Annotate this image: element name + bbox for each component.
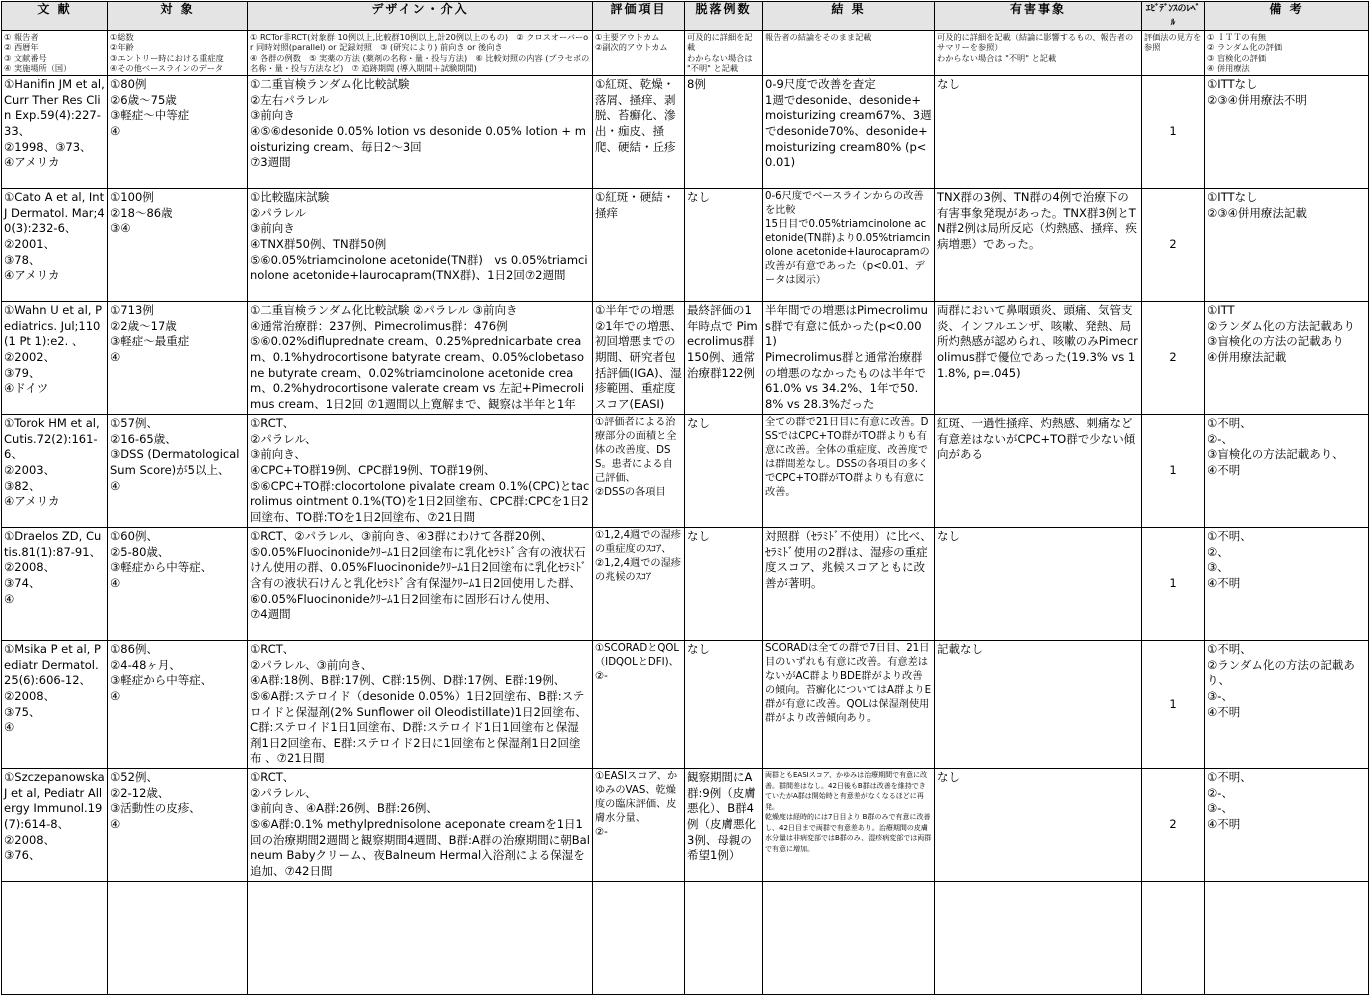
cell-line: ③④ xyxy=(110,221,131,236)
cell-line: ③-、 xyxy=(1207,688,1233,703)
cell-line: ②③④併用療法記載 xyxy=(1207,205,1307,220)
cell-line: ①不明、 xyxy=(1207,770,1252,784)
cell-line: ④ xyxy=(110,349,121,364)
legend-line: 可及的に詳細を記載（結論に影響するもの、報告者のサマリーを参照） xyxy=(937,32,1134,53)
cell-line: ③82、 xyxy=(4,478,41,493)
cell-line: ④ xyxy=(4,720,15,735)
cell-line: ①不明、 xyxy=(1207,529,1252,543)
cell-line: ①Wahn U et al, Pediatrics. Jul;110(1 Pt 1):e2. 、 xyxy=(4,303,103,349)
cell-line: ③盲検化の方法の記載あり xyxy=(1207,334,1344,349)
cell-line: ⑤⑥CPC+TO群:clocortolone pivalate cream 0.1%(CPC)とtacrolimus ointment 0.1%(TO)を1日2回塗布、CPC群:CPCを1日2回塗布、TO群:TOを1日2回塗布、⑦21日間 xyxy=(250,478,590,524)
cell-line: ④不明 xyxy=(1207,816,1241,831)
cell-result xyxy=(763,415,935,528)
cell-line: ④ xyxy=(110,688,121,703)
cell-line: ②2008、 xyxy=(4,832,56,847)
legend-line: ④ 実施場所（国） xyxy=(4,63,72,74)
cell-line: なし xyxy=(937,770,960,784)
cell-ref xyxy=(2,641,108,769)
col-legend xyxy=(108,31,248,76)
cell-design xyxy=(248,76,593,189)
cell-line: 対照群（ｾﾗﾐﾄﾞ不使用）に比べ、ｾﾗﾐﾄﾞ使用の2群は、湿疹の重症度スコア、兆候スコアともに改善が著明。 xyxy=(765,529,932,590)
cell-line: ①RCT、 xyxy=(250,416,295,430)
cell-line: 乾燥度は経時的には7日目より B群のみで有意に改善し、42日目まで両群で有意差あり。治療期間の皮膚水分量は非病変部ではB群のみ、湿疹病変部では両群で有意に増加。 xyxy=(765,813,932,853)
cell-line: ②ランダム化の方法記載あり xyxy=(1207,318,1355,333)
cell-result xyxy=(763,769,935,882)
cell-line: ⑤⑥0.05%triamcinolone acetonide(TN群) vs 0.05%triamcinolone acetonide+laurocapram(TNX群)、1日2回⑦2週間 xyxy=(250,252,588,283)
cell-line: ②- xyxy=(595,671,608,683)
cell-result xyxy=(763,528,935,641)
cell-outcome xyxy=(593,769,685,882)
legend-line: ①総数 xyxy=(110,32,134,42)
cell-line: ①Cato A et al, Int J Dermatol. Mar;40(3):232-6、 xyxy=(4,190,105,236)
cell-line: ②2008、 xyxy=(4,560,56,575)
empty-cell xyxy=(763,882,935,995)
empty-cell xyxy=(1205,882,1369,995)
cell-outcome xyxy=(593,415,685,528)
cell-line: ⑥0.05%Fluocinonideｸﾘｰﾑ1日2回塗布に固形石けん使用、 xyxy=(250,591,557,606)
col-title: 対 象 xyxy=(108,2,248,31)
empty-row xyxy=(2,882,1369,995)
cell-line: ①57例、 xyxy=(110,416,158,430)
cell-line: ③前向き、④A群:26例、B群:26例、 xyxy=(250,801,438,816)
cell-dropout xyxy=(685,641,763,769)
cell-line: ⑦3週間 xyxy=(250,155,291,170)
cell-line: ③軽症から中等症、 xyxy=(110,560,213,575)
cell-line: ②、 xyxy=(1207,544,1229,559)
cell-design xyxy=(248,528,593,641)
cell-outcome xyxy=(593,641,685,769)
cell-line: ④アメリカ xyxy=(4,155,60,170)
cell-result xyxy=(763,189,935,302)
cell-line: ①不明、 xyxy=(1207,416,1252,430)
legend-line: ④ 併用療法 xyxy=(1207,63,1250,74)
legend-line: ②副次的アウトカム xyxy=(595,42,668,53)
cell-line: ⑤⑥A群:ステロイド（desonide 0.05%）1日2回塗布、B群:ステロイドと保湿剤(2% Sunflower oil Oleodistillate)1日2回塗布、C群:ステロイド1日1回塗布、D群:ステロイド1日1回塗布と保湿剤1日2回塗布、E群:ステロイド2日に1回塗布と保湿剤1日2回塗布 、⑦21日間 xyxy=(250,688,587,766)
legend-line: ① ＩＴＴの有無 xyxy=(1207,32,1267,42)
cell-line: 最終評価の1年時点で Pimecrolimus群150例、通常治療群122例 xyxy=(687,303,758,380)
cell-line: なし xyxy=(687,642,710,656)
cell-line: ④TNX群50例、TN群50例 xyxy=(250,236,387,251)
cell-adverse xyxy=(935,415,1142,528)
cell-line: なし xyxy=(687,529,710,543)
cell-line: ①ITTなし xyxy=(1207,190,1258,204)
cell-level: 2 xyxy=(1142,302,1205,415)
cell-line: ①EASIスコア、かゆみのVAS、乾燥度の臨床評価、皮膚水分量、 xyxy=(595,771,678,825)
legend-line: わからない場合は "不明" と記載 xyxy=(937,52,1057,63)
cell-line: ③75、 xyxy=(4,704,41,719)
cell-line: ④通常治療群：237例、Pimecrolimus群：476例 xyxy=(250,318,508,333)
cell-line: ④併用療法記載 xyxy=(1207,349,1287,364)
cell-line: ②③④併用療法不明 xyxy=(1207,92,1307,107)
cell-line: ①Msika P et al, Pediatr Dermatol.25(6):606-12、 xyxy=(4,642,101,688)
cell-outcome xyxy=(593,189,685,302)
cell-level: 1 xyxy=(1142,528,1205,641)
cell-adverse xyxy=(935,769,1142,882)
cell-design xyxy=(248,769,593,882)
cell-line: ④ xyxy=(110,123,121,138)
cell-line: ②2008、 xyxy=(4,688,56,703)
cell-line: ⑤⑥0.02%difluprednate cream、0.25%prednicarbate cream、0.1%hydrocortisone batyrate cream、0.05%clobetasone butyrate cream、0.02%triamcinolone acetonide cream、0.2%hydrocortisone valerate cream vs 左記+Pimecrolimus cream、1日2回 ⑦1週間以上寛解まで、観察は半年と1年 xyxy=(250,334,585,411)
table-row xyxy=(2,528,1369,641)
cell-subjects xyxy=(108,76,248,189)
cell-line: ④ xyxy=(4,591,15,606)
cell-line: ②4-48ヶ月、 xyxy=(110,657,181,672)
empty-cell xyxy=(593,882,685,995)
col-title: 有害事象 xyxy=(935,2,1142,31)
cell-ref xyxy=(2,189,108,302)
cell-line: 0-9尺度で改善を査定 xyxy=(765,77,876,91)
cell-ref xyxy=(2,302,108,415)
cell-line: ①不明、 xyxy=(1207,642,1252,656)
cell-line: ③DSS (Dermatological Sum Score)が5以上、 xyxy=(110,447,240,477)
cell-line: ⑤⑥A群:0.1% methylprednisolone aceponate creamを1日1回の治療期間2週間と観察期間4週間、B群:A群の治療期間に朝Balneum Babyクリーム、夜Balneum Hermal入浴剤による保湿を追加、⑦42日間 xyxy=(250,816,590,878)
cell-level: 1 xyxy=(1142,76,1205,189)
cell-line: ④⑤⑥desonide 0.05% lotion vs desonide 0.05% lotion + moisturizing cream、毎日2〜3回 xyxy=(250,123,586,154)
col-legend xyxy=(763,31,935,76)
cell-line: ③前向き、 xyxy=(250,447,306,462)
col-title: ｴﾋﾞﾃﾞﾝｽのﾚﾍﾞﾙ xyxy=(1142,2,1205,31)
table-row xyxy=(2,302,1369,415)
col-title: 脱落例数 xyxy=(685,2,763,31)
cell-subjects xyxy=(108,769,248,882)
cell-notes xyxy=(1205,415,1369,528)
cell-line: ④不明 xyxy=(1207,575,1241,590)
cell-ref xyxy=(2,76,108,189)
empty-cell xyxy=(248,882,593,995)
cell-line: ②6歳〜75歳 xyxy=(110,92,177,107)
cell-line: ③74、 xyxy=(4,575,41,590)
col-legend xyxy=(2,31,108,76)
cell-result xyxy=(763,76,935,189)
cell-line: ①713例 xyxy=(110,303,154,317)
header-title-row xyxy=(2,2,1369,31)
cell-line: なし xyxy=(937,77,960,91)
cell-line: ③軽症から中等症、 xyxy=(110,673,213,688)
cell-line: なし xyxy=(687,190,710,204)
cell-line: ④A群:18例、B群:17例、C群:15例、D群:17例、E群:19例、 xyxy=(250,673,566,688)
cell-line: ④不明 xyxy=(1207,462,1241,477)
cell-line: ①Draelos ZD, Cutis.81(1):87-91、 xyxy=(4,529,102,559)
cell-line: SCORADは全ての群で7日目、21日目のいずれも有意に改善。有意差はないがAC群よりBDE群がより改善の傾向。苔癬化についてはA群よりE群が有意に改善。QOLは保湿剤使用群がより改善傾向あり。 xyxy=(765,643,932,725)
cell-line: ①比較臨床試験 xyxy=(250,190,330,204)
cell-outcome xyxy=(593,302,685,415)
cell-line: ②左右パラレル xyxy=(250,92,330,107)
cell-line: ④ xyxy=(110,575,121,590)
cell-line: ①Hanifin JM et al, Curr Ther Res Clin Exp.59(4):227-33、 xyxy=(4,77,105,138)
col-legend xyxy=(1205,31,1369,76)
cell-line: ①評価者による治療部分の面積と全体の改善度、DSS。患者による自己評価、 xyxy=(595,417,677,485)
legend-line: 評価法の見方を参照 xyxy=(1144,32,1202,53)
cell-line: ②パラレル xyxy=(250,205,307,220)
table-row xyxy=(2,189,1369,302)
cell-subjects xyxy=(108,641,248,769)
col-title: デザイン・介入 xyxy=(248,2,593,31)
header-legend-row xyxy=(2,31,1369,76)
cell-line: ①Szczepanowska J et al, Pediatr Allergy Immunol.19(7):614-8、 xyxy=(4,770,105,831)
cell-line: ④CPC+TO群19例、CPC群19例、TO群19例、 xyxy=(250,462,496,477)
cell-line: ③79、 xyxy=(4,365,41,380)
cell-line: ①Torok HM et al, Cutis.72(2):161-6、 xyxy=(4,416,100,462)
cell-line: ②2001、 xyxy=(4,236,56,251)
evidence-table xyxy=(1,1,1369,995)
legend-line: ②年齢 xyxy=(110,42,134,53)
col-legend xyxy=(685,31,763,76)
empty-cell xyxy=(1142,882,1205,995)
cell-line: ①86例、 xyxy=(110,642,158,656)
cell-line: ③前向き xyxy=(250,108,295,123)
cell-adverse xyxy=(935,76,1142,189)
cell-notes xyxy=(1205,528,1369,641)
legend-line: ④ 各群の例数 ⑤ 実薬の方法 (薬剤の名称・量・投与方法) ⑥ 比較対照の内容 (プラセボの名称・量・投与方法など) ⑦ 追跡期間 (導入期間＋試験期間) xyxy=(250,52,590,74)
cell-design xyxy=(248,302,593,415)
cell-line: 8例 xyxy=(687,77,706,91)
cell-line: ④ xyxy=(110,478,121,493)
cell-line: ③活動性の皮疹、 xyxy=(110,801,201,816)
cell-notes xyxy=(1205,189,1369,302)
cell-line: ②パラレル、③前向き、 xyxy=(250,657,373,672)
cell-line: ④アメリカ xyxy=(4,268,60,283)
cell-line: なし xyxy=(937,529,960,543)
cell-line: ③78、 xyxy=(4,252,41,267)
cell-line: ②16-65歳、 xyxy=(110,431,177,446)
cell-design xyxy=(248,189,593,302)
empty-cell xyxy=(935,882,1142,995)
cell-ref xyxy=(2,769,108,882)
cell-line: ②パラレル、 xyxy=(250,785,317,800)
col-legend xyxy=(593,31,685,76)
cell-line: ②5-80歳、 xyxy=(110,544,170,559)
empty-cell xyxy=(685,882,763,995)
cell-design xyxy=(248,641,593,769)
cell-line: ②1998、③73、 xyxy=(4,139,92,154)
cell-line: ①RCT、②パラレル、③前向き、④3群にわけて各群20例、 xyxy=(250,529,553,543)
cell-level: 2 xyxy=(1142,189,1205,302)
cell-subjects xyxy=(108,528,248,641)
cell-line: ②- xyxy=(595,827,608,839)
cell-line: ①1,2,4週での湿疹の重症度のｽｺｱ、 xyxy=(595,530,681,556)
cell-dropout xyxy=(685,415,763,528)
cell-dropout xyxy=(685,528,763,641)
cell-line: Pimecrolimus群と通常治療群の増悪のなかったものは半年で61.0% vs 34.2%、1年で50.8% vs 28.3%だった xyxy=(765,349,926,411)
cell-line: ①60例、 xyxy=(110,529,158,543)
legend-line: わからない場合は "不明" と記載 xyxy=(687,52,753,74)
cell-line: ④ドイツ xyxy=(4,381,49,396)
cell-line: ①RCT、 xyxy=(250,642,295,656)
cell-ref xyxy=(2,528,108,641)
cell-line: ①80例 xyxy=(110,77,147,91)
cell-dropout xyxy=(685,302,763,415)
cell-line: ②2歳〜17歳 xyxy=(110,318,177,333)
cell-subjects xyxy=(108,415,248,528)
cell-line: ①半年での増悪 xyxy=(595,303,675,317)
cell-line: ①52例、 xyxy=(110,770,158,784)
cell-line: ①二重盲検ランダム化比較試験 xyxy=(250,77,410,91)
legend-line: ① RCTor非RCT(対象群 10例以上,比較群10例以上,計20例以上のもの) ② クロスオーバーor 同時対照(parallel) or 記録対照 ③ (研究により) 前向き or 後向き xyxy=(250,32,589,53)
cell-line: ③前向き xyxy=(250,221,295,236)
col-title: 文 献 xyxy=(2,2,108,31)
cell-line: ②1,2,4週での湿疹の兆候のｽｺｱ xyxy=(595,558,681,584)
legend-line: 可及的に詳細を記載 xyxy=(687,32,753,53)
cell-line: 観察期間にA群:9例（皮膚悪化）、B群4例（皮膚悪化3例、母親の希望1例） xyxy=(687,770,756,863)
cell-line: ②-、 xyxy=(1207,785,1233,800)
cell-line: ②2-12歳、 xyxy=(110,785,170,800)
cell-line: ③-、 xyxy=(1207,801,1233,816)
cell-line: ②ランダム化の方法の記載あり、 xyxy=(1207,657,1355,688)
cell-line: ①RCT、 xyxy=(250,770,295,784)
cell-subjects xyxy=(108,189,248,302)
cell-line: TNX群の3例、TN群の4例で治療下の有害事象発現があった。TNX群3例とTN群2例は局所反応（灼熱感、掻痒、疾病増悪）であった。 xyxy=(937,190,1137,251)
empty-cell xyxy=(2,882,108,995)
col-title: 結 果 xyxy=(763,2,935,31)
legend-line: ② 西暦年 xyxy=(4,42,39,53)
col-legend xyxy=(935,31,1142,76)
cell-dropout xyxy=(685,76,763,189)
cell-line: 1週でdesonide、desonide+moisturizing cream67%、3週でdesonide70%、desonide+moisturizing cream80% (p<0.01) xyxy=(765,92,932,170)
legend-line: ① 報告者 xyxy=(4,32,39,42)
cell-level: 1 xyxy=(1142,641,1205,769)
cell-level: 1 xyxy=(1142,415,1205,528)
legend-line: 報告者の結論をそのまま記載 xyxy=(765,32,872,42)
cell-line: ①ITTなし xyxy=(1207,77,1258,91)
cell-line: ②-、 xyxy=(1207,431,1233,446)
cell-line: ③76、 xyxy=(4,848,41,863)
cell-line: ①ITT xyxy=(1207,303,1235,317)
cell-subjects xyxy=(108,302,248,415)
cell-notes xyxy=(1205,641,1369,769)
cell-adverse xyxy=(935,528,1142,641)
cell-line: ⑦4週間 xyxy=(250,607,291,622)
col-title: 評価項目 xyxy=(593,2,685,31)
cell-line: ③軽症〜最重症 xyxy=(110,334,190,349)
cell-line: 15日目で0.05%triamcinolone acetonide(TN群)より0.05%triamcinolone acetonide+laurocapramの改善が有意であった（p<0.01、データは図示） xyxy=(765,219,931,287)
empty-cell xyxy=(108,882,248,995)
cell-line: ④アメリカ xyxy=(4,494,60,509)
cell-line: ②2003、 xyxy=(4,462,56,477)
cell-line: ③盲検化の方法記載あり、 xyxy=(1207,447,1344,462)
table-row xyxy=(2,769,1369,882)
cell-line: ②DSSの各項目 xyxy=(595,487,666,499)
cell-ref xyxy=(2,415,108,528)
cell-line: 記載なし xyxy=(937,642,983,656)
cell-line: ①SCORADとQOL（IDQOLとDFI)、 xyxy=(595,643,680,669)
cell-line: 両群において鼻咽頭炎、頭痛、気管支炎、インフルエンザ、咳嗽、発熱、局所灼熱感が認められ、咳嗽のみPimecrolimus群で優位であった(19.3% vs 11.8%, p=.045) xyxy=(937,303,1138,380)
cell-notes xyxy=(1205,769,1369,882)
cell-adverse xyxy=(935,189,1142,302)
legend-line: ③ 文献番号 xyxy=(4,52,47,63)
cell-line: ④ xyxy=(110,816,121,831)
cell-result xyxy=(763,641,935,769)
col-legend xyxy=(1142,31,1205,76)
legend-line: ④その他ベースラインのデータ xyxy=(110,63,224,74)
cell-result xyxy=(763,302,935,415)
cell-line: ②2002、 xyxy=(4,349,56,364)
cell-line: ②1年での増悪、初回増悪までの期間、研究者包括評価(IGA)、湿疹範囲、重症度スコア(EASI) xyxy=(595,318,682,411)
cell-dropout xyxy=(685,769,763,882)
cell-line: ①二重盲検ランダム化比較試験 ②パラレル ③前向き xyxy=(250,303,518,317)
cell-dropout xyxy=(685,189,763,302)
cell-line: ④不明 xyxy=(1207,704,1241,719)
legend-line: ② ランダム化の評価 xyxy=(1207,42,1283,53)
cell-design xyxy=(248,415,593,528)
legend-line: ①主要アウトカム xyxy=(595,32,660,42)
cell-outcome xyxy=(593,528,685,641)
cell-line: 0-6尺度でベースラインからの改善を比較 xyxy=(765,191,924,217)
cell-adverse xyxy=(935,302,1142,415)
cell-line: 紅斑、一過性掻痒、灼熱感、刺痛など有意差はないがCPC+TO群で少ない傾向がある xyxy=(937,416,1136,462)
cell-adverse xyxy=(935,641,1142,769)
table-row xyxy=(2,76,1369,189)
cell-line: ③、 xyxy=(1207,560,1229,575)
cell-line: 半年間での増悪はPimecrolimus群で有意に低かった(p<0.001) xyxy=(765,303,928,349)
cell-line: ⑤0.05%Fluocinonideｸﾘｰﾑ1日2回塗布に乳化ｾﾗﾐﾄﾞ含有の液状石けん使用の群、0.05%Fluocinonideｸﾘｰﾑ1日2回塗布に乳化ｾﾗﾐﾄﾞ含有の液状石けんと乳化ｾﾗﾐﾄﾞ含有保湿ｸﾘｰﾑ1日2回使用した群、 xyxy=(250,544,587,590)
legend-line: ③ 盲検化の評価 xyxy=(1207,52,1267,63)
table-row xyxy=(2,415,1369,528)
cell-outcome xyxy=(593,76,685,189)
table-row xyxy=(2,641,1369,769)
cell-line: ②パラレル、 xyxy=(250,431,317,446)
cell-line: ②18〜86歳 xyxy=(110,205,173,220)
cell-line: ①紅斑・硬結・掻痒 xyxy=(595,190,675,220)
col-title: 備 考 xyxy=(1205,2,1369,31)
col-legend xyxy=(248,31,593,76)
cell-line: ③軽症〜中等症 xyxy=(110,108,190,123)
cell-notes xyxy=(1205,302,1369,415)
legend-line: ③エントリー時における重症度 xyxy=(110,52,224,63)
cell-level: 2 xyxy=(1142,769,1205,882)
cell-line: ①紅斑、乾燥・落屑、掻痒、剥脱、苔癬化、滲出・痂皮、掻爬、硬結・丘疹 xyxy=(595,77,676,154)
cell-notes xyxy=(1205,76,1369,189)
cell-line: なし xyxy=(687,416,710,430)
cell-line: 両群ともEASIスコア、かゆみは治療期間で有意に改善。群間差はなし。42日後もB群は改善を維持できていたがA群は開始時と有意差がなくなるほどに再発。 xyxy=(765,771,928,811)
cell-line: 全ての群で21日目に有意に改善。DSSではCPC+TO群がTO群よりも有意に改善。全体の重症度、改善度では群間差なし。DSSの各項目の多くでCPC+TO群がTO群よりも有意に改善。 xyxy=(765,417,929,499)
cell-line: ①100例 xyxy=(110,190,154,204)
